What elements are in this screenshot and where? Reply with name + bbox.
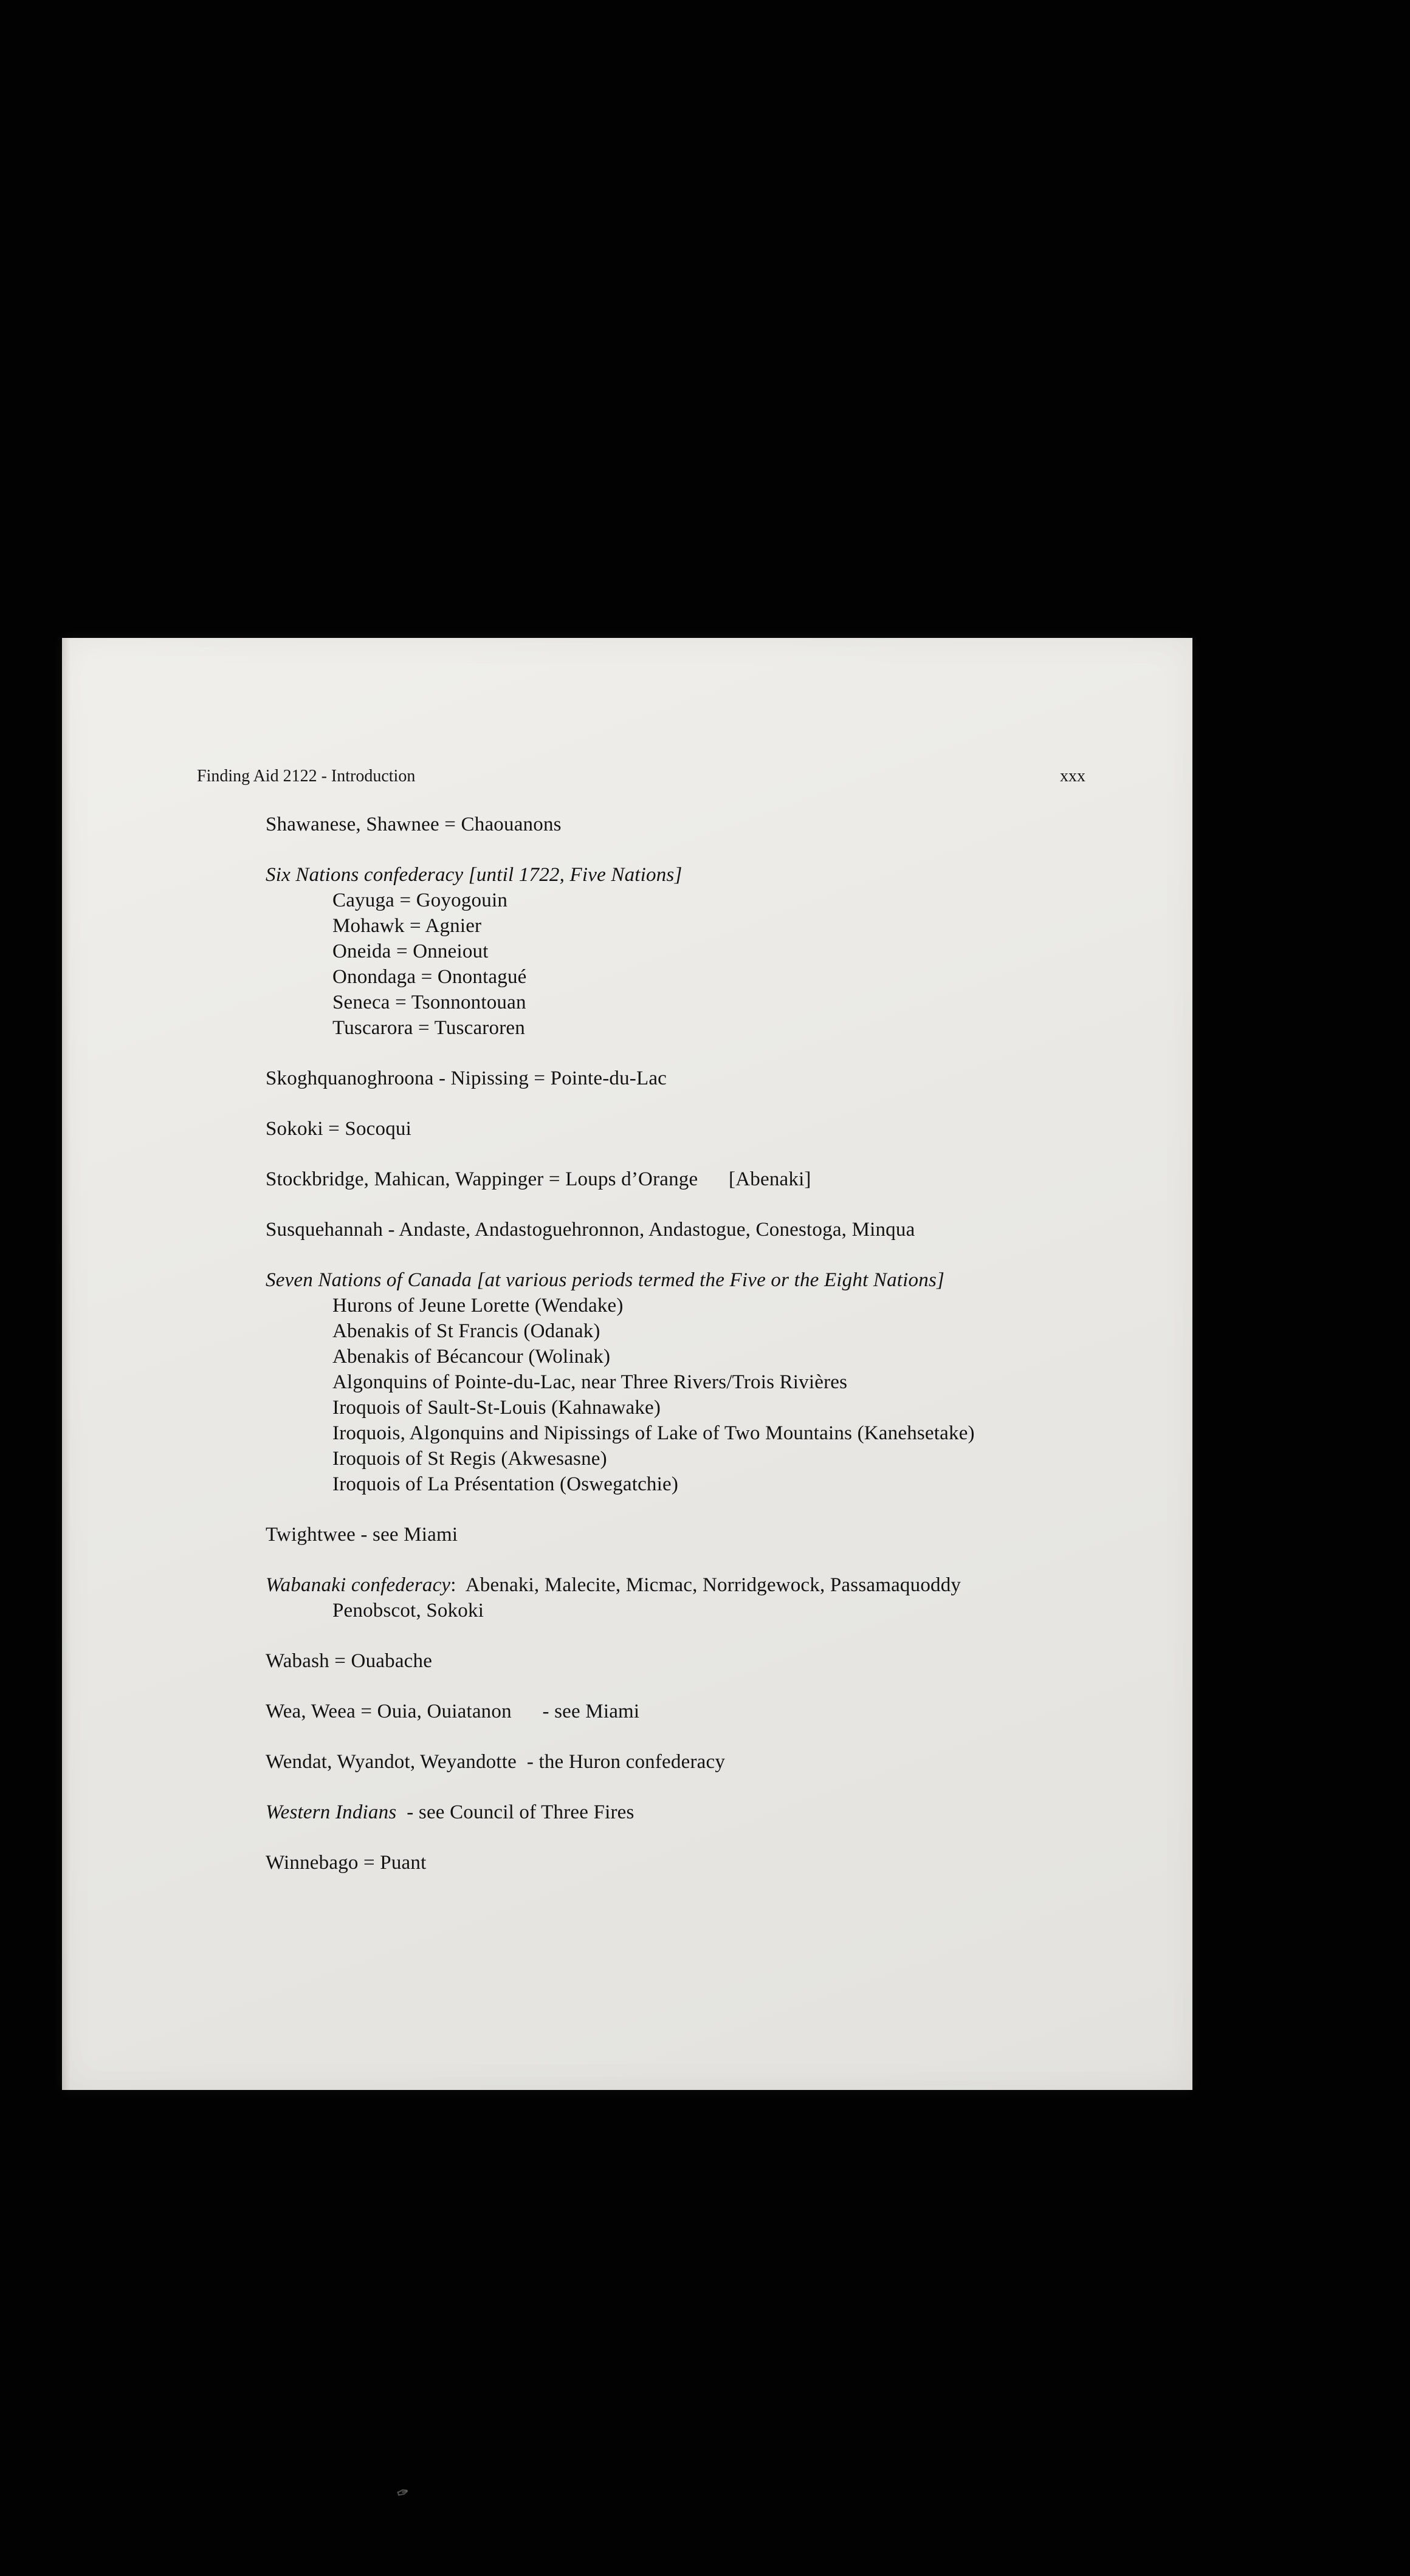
document-body (266, 812, 1132, 1900)
document-line (266, 1293, 1132, 1318)
document-line (266, 1166, 1132, 1192)
document-block (266, 1800, 1132, 1825)
document-line (266, 1116, 1132, 1142)
text-segment: Tuscarora = Tuscaroren (332, 1017, 525, 1039)
text-segment: Skoghquanoghroona - Nipissing = Pointe-du-Lac (266, 1067, 667, 1089)
document-line (266, 1850, 1132, 1875)
text-segment: - see Council of Three Fires (396, 1801, 634, 1823)
text-segment: Twightwee - see Miami (266, 1524, 458, 1546)
document-line (266, 1446, 1132, 1471)
document-line (266, 1800, 1132, 1825)
document-block (266, 862, 1132, 1041)
text-segment-italic: Western Indians (266, 1801, 397, 1823)
page-number: xxx (1060, 767, 1085, 786)
document-block (266, 1116, 1132, 1142)
text-segment: Penobscot, Sokoki (332, 1600, 484, 1622)
document-line (266, 1572, 1132, 1598)
text-segment: Iroquois of La Présentation (Oswegatchie) (332, 1473, 679, 1495)
text-segment: Abenakis of Bécancour (Wolinak) (332, 1346, 611, 1368)
text-segment: Shawanese, Shawnee = Chaouanons (266, 814, 562, 835)
document-line (266, 1471, 1132, 1497)
document-line (266, 1420, 1132, 1446)
document-block (266, 1166, 1132, 1192)
text-segment-italic: Wabanaki confederacy (266, 1574, 451, 1596)
document-line (266, 1648, 1132, 1674)
document-block (266, 1850, 1132, 1875)
text-segment: Abenakis of St Francis (Odanak) (332, 1320, 600, 1342)
text-segment: Winnebago = Puant (266, 1852, 427, 1874)
document-line (266, 1598, 1132, 1623)
document-block (266, 812, 1132, 837)
document-block (266, 1699, 1132, 1724)
text-segment: Wea, Weea = Ouia, Ouiatanon - see Miami (266, 1701, 640, 1722)
document-line (266, 812, 1132, 837)
document-block (266, 1572, 1132, 1623)
document-line (266, 1395, 1132, 1420)
page-header-title: Finding Aid 2122 - Introduction (197, 767, 416, 786)
document-line (266, 964, 1132, 990)
document-line (266, 1318, 1132, 1344)
text-segment: Onondaga = Onontagué (332, 966, 527, 988)
text-segment: Iroquois, Algonquins and Nipissings of Lake of Two Mountains (Kanehsetake) (332, 1422, 975, 1444)
document-line (266, 1344, 1132, 1369)
document-block (266, 1066, 1132, 1091)
document-line (266, 888, 1132, 913)
text-segment: Hurons of Jeune Lorette (Wendake) (332, 1295, 624, 1317)
document-block (266, 1522, 1132, 1547)
text-segment: Iroquois of Sault-St-Louis (Kahnawake) (332, 1397, 661, 1419)
document-line (266, 990, 1132, 1015)
text-segment: Seneca = Tsonnontouan (332, 992, 526, 1013)
document-line (266, 1217, 1132, 1242)
document-line (266, 939, 1132, 964)
document-block (266, 1217, 1132, 1242)
text-segment: Stockbridge, Mahican, Wappinger = Loups d’Orange [Abenaki] (266, 1168, 811, 1190)
text-segment: Iroquois of St Regis (Akwesasne) (332, 1448, 607, 1470)
document-line (266, 1749, 1132, 1775)
text-segment: Oneida = Onneiout (332, 940, 489, 962)
document-line (266, 862, 1132, 888)
text-segment-italic: Six Nations confederacy [until 1722, Five Nations] (266, 864, 683, 886)
document-line (266, 1066, 1132, 1091)
document-line (266, 1522, 1132, 1547)
text-segment: Algonquins of Pointe-du-Lac, near Three Rivers/Trois Rivières (332, 1371, 848, 1393)
text-segment: Cayuga = Goyogouin (332, 889, 508, 911)
document-block (266, 1267, 1132, 1497)
text-segment: Wendat, Wyandot, Weyandotte - the Huron confederacy (266, 1751, 726, 1773)
document-line (266, 1369, 1132, 1395)
document-block (266, 1749, 1132, 1775)
document-block (266, 1648, 1132, 1674)
scan-artifact: ✑ (394, 2484, 412, 2503)
page-header (197, 767, 1085, 786)
document-line (266, 1015, 1132, 1041)
text-segment: Susquehannah - Andaste, Andastoguehronnon, Andastogue, Conestoga, Minqua (266, 1219, 915, 1241)
text-segment: Mohawk = Agnier (332, 915, 482, 937)
document-line (266, 1267, 1132, 1293)
text-segment-italic: Seven Nations of Canada [at various periods termed the Five or the Eight Nations] (266, 1269, 945, 1291)
text-segment: Wabash = Ouabache (266, 1650, 433, 1672)
text-segment: Sokoki = Socoqui (266, 1118, 412, 1140)
text-segment: : Abenaki, Malecite, Micmac, Norridgewock, Passamaquoddy (450, 1574, 961, 1596)
document-line (266, 913, 1132, 939)
document-line (266, 1699, 1132, 1724)
document-page (62, 638, 1192, 2090)
